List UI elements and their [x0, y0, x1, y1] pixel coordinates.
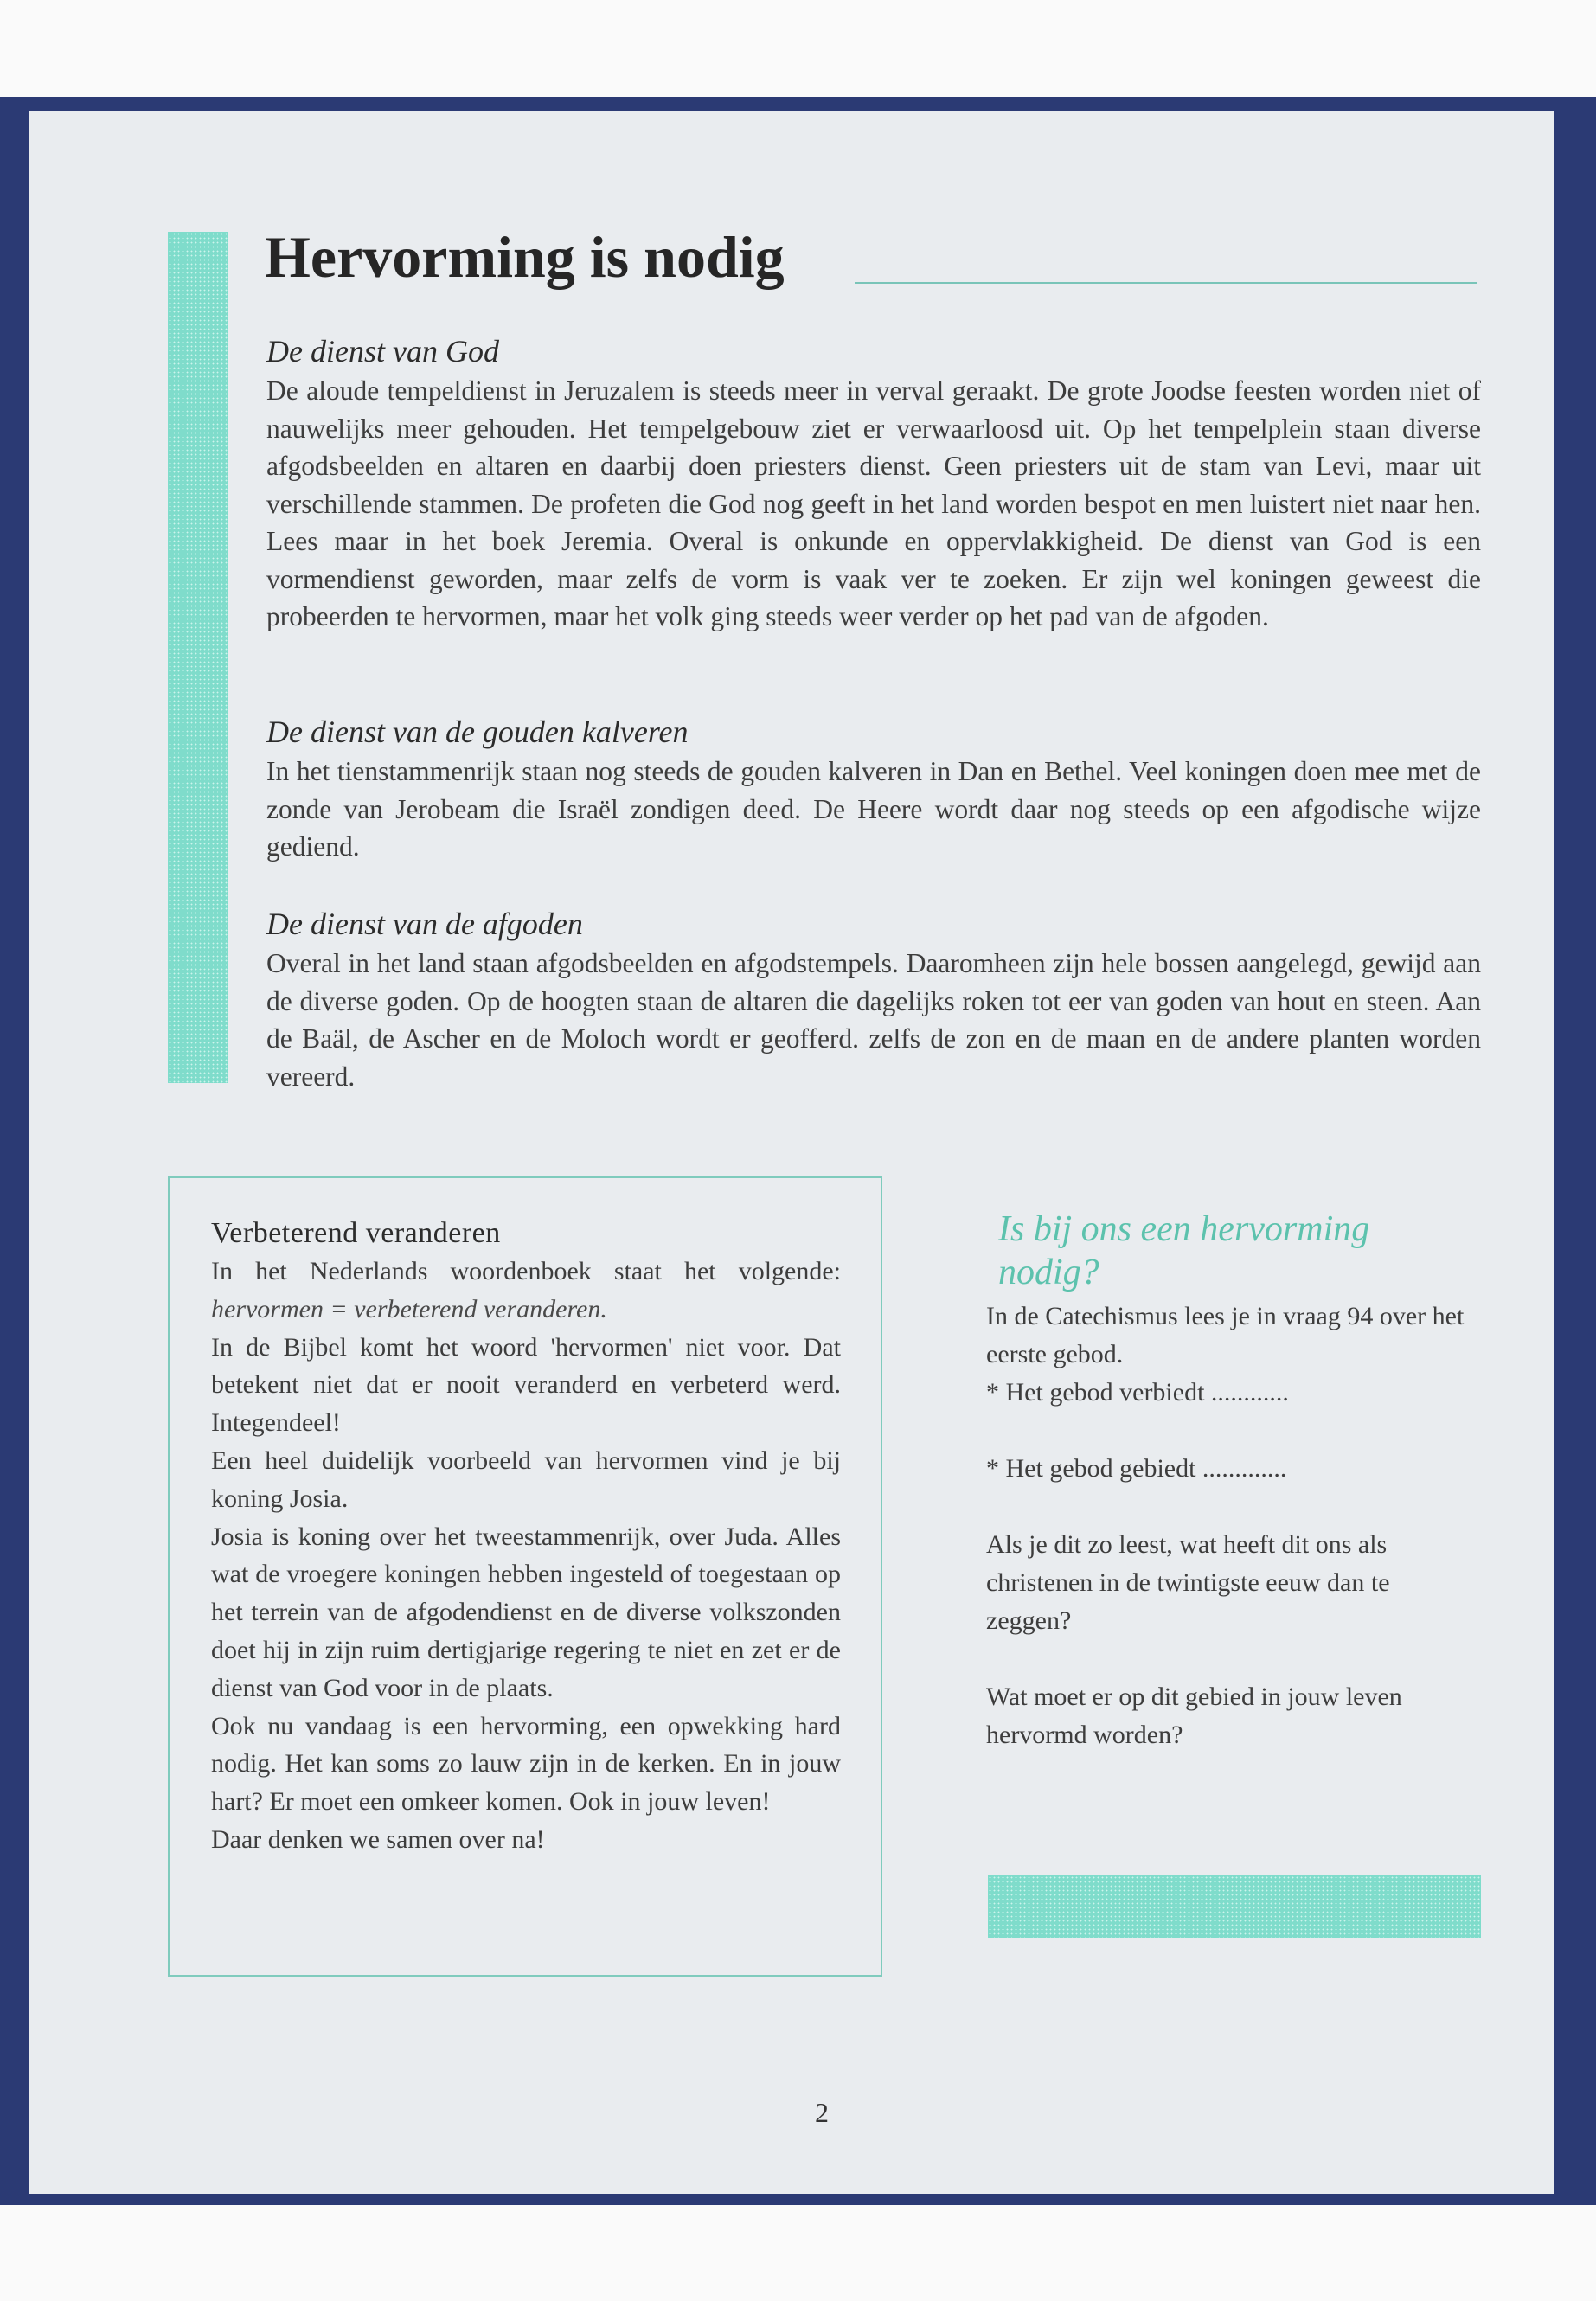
title-rule: [855, 282, 1477, 284]
question-text-2: Wat moet er op dit gebied in jouw leven hervormd worden?: [986, 1682, 1402, 1749]
box-intro-text: In het Nederlands woordenboek staat het volgende:: [211, 1257, 841, 1285]
section-body: In het tienstammenrijk staan nog steeds de gouden kalveren in Dan en Bethel. Veel koningen doen mee met de zonde van Jerobeam die Israël zondigen deed. De Heere wordt daar nog steeds op een afgodische wijze gediend.: [266, 756, 1481, 862]
section-body: De aloude tempeldienst in Jeruzalem is steeds meer in verval geraakt. De grote Joodse feesten worden niet of nauwelijks meer gehouden. Het tempelgebouw ziet er verwaarloosd uit. Op het tempelplein staan diverse afgodsbeelden en altaren en daarbij doen priesters dienst. Geen priesters uit de stam van Levi, maar uit verschillende stammen. De profeten die God nog geeft in het land worden bespot en men luistert niet naar hen. Lees maar in het boek Jeremia. Overal is onkunde en oppervlakkigheid. De dienst van God is een vormendienst geworden, maar zelfs de vorm is vaak ver te zoeken. Er zijn wel koningen geweest die probeerden te hervormen, maar het volk ging steeds weer verder op het pad van de afgoden.: [266, 375, 1481, 631]
section-body: Overal in het land staan afgodsbeelden en afgodstempels. Daaromheen zijn hele bossen aangelegd, gewijd aan de diverse goden. Op de hoogten staan de altaren die dagelijks roken tot eer van goden van hout en steen. Aan de Baäl, de Ascher en de Moloch wordt er geofferd. zelfs de zon en de maan en de andere planten worden vereerd.: [266, 948, 1481, 1092]
question-intro: In de Catechismus lees je in vraag 94 over het eerste gebod.: [986, 1302, 1465, 1368]
page-number: 2: [815, 2097, 829, 2128]
section-heading: De dienst van God: [266, 334, 499, 369]
page-title: Hervorming is nodig: [265, 224, 785, 290]
section-gouden-kalveren: [266, 713, 1481, 866]
box-definition: hervormen = verbeterend veranderen.: [211, 1294, 607, 1324]
decorative-side-bar: [168, 232, 228, 1083]
box-intro: [211, 1253, 841, 1329]
question-heading: Is bij ons een hervorming nodig?: [998, 1209, 1370, 1292]
info-box: [168, 1176, 882, 1977]
section-afgoden: [266, 905, 1481, 1095]
section-dienst-van-god: [266, 332, 1481, 636]
question-text-1: Als je dit zo leest, wat heeft dit ons als christenen in de twintigste eeuw dan te zeggen?: [986, 1530, 1390, 1635]
question-column: [986, 1208, 1471, 1754]
section-heading: De dienst van de afgoden: [266, 907, 583, 941]
box-heading: Verbeterend veranderen: [211, 1217, 501, 1249]
question-item-verbiedt: * Het gebod verbiedt ............: [986, 1378, 1289, 1407]
box-body: In de Bijbel komt het woord 'hervormen' niet voor. Dat betekent niet dat er nooit veranderd en verbeterd werd. Integendeel! Een heel duidelijk voorbeeld van hervormen vind je bij koning Josia. Josia is koning over het tweestammenrijk, over Juda. Alles wat de vroegere koningen hebben ingesteld of toegestaan op het terrein van de afgodendienst en de diverse volkszonden doet hij in zijn ruim dertigjarige regering te niet en zet er de dienst van God voor in de plaats. Ook nu vandaag is een hervorming, een opwekking hard nodig. Het kan soms zo lauw zijn in de kerken. En in jouw hart? Er moet een omkeer komen. Ook in jouw leven! Daar denken we samen over na!: [211, 1332, 841, 1854]
section-heading: De dienst van de gouden kalveren: [266, 715, 689, 749]
decorative-bottom-bar: [988, 1875, 1481, 1938]
question-item-gebiedt: * Het gebod gebiedt .............: [986, 1454, 1287, 1483]
